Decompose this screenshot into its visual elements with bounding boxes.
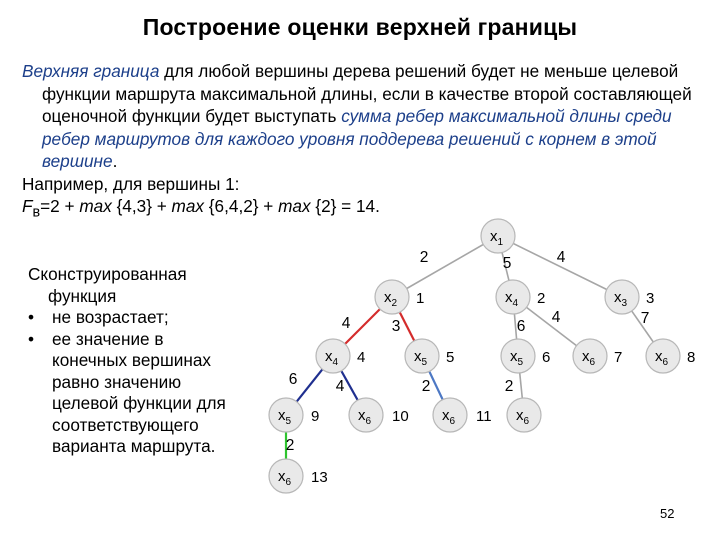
edge-weight-label: 4 [335,378,345,395]
formula-max-1: max [79,196,112,216]
node-label: $x_5$ [278,407,292,427]
tree-node [605,280,654,314]
node-label: $x_6$ [358,407,372,427]
tree-node [316,339,365,373]
node-value: 9 [311,408,320,425]
node-value: 10 [392,408,409,425]
edge-weight-label: 3 [391,318,401,335]
tree-node [269,398,319,432]
property-text: не возрастает; [52,307,169,327]
node-value: 1 [416,290,425,307]
formula-f: F [22,196,33,216]
bullet-icon: • [28,307,35,327]
node-label: $x_6$ [442,407,456,427]
term-upper-bound: Верхняя граница [22,61,160,81]
definition-body: для любой вершины дерева решений будет не меньше целевой функции маршрута максимальной длины, если в качестве второй составляющей оценочной функции будет выступать [42,61,692,126]
bullet-icon: • [28,328,35,349]
edge-weight-label: 5 [502,255,512,272]
node-value: 3 [646,290,655,307]
edge-weight-label: 4 [551,309,561,326]
node-value: 6 [542,349,551,366]
node-value: 11 [476,408,492,425]
tree-node [481,219,515,253]
tree-node [405,339,454,373]
node-value: 4 [357,349,366,366]
formula-max-3: max [278,196,311,216]
tree-nodes [269,219,695,493]
edge-weight-label: 2 [504,378,514,395]
tree-node [573,339,622,373]
properties-heading: Сконструированная функция [28,264,187,306]
tree-node [433,398,492,432]
node-label: $x_5$ [414,348,428,368]
node-label: $x_6$ [516,407,530,427]
tree-node [269,459,328,493]
tree-edge [392,236,498,297]
tree-node [375,280,424,314]
node-value: 7 [614,349,623,366]
example-line: Например, для вершины 1: [22,173,240,194]
formula-eq: =2 + [40,196,80,216]
page-number: 52 [660,506,675,521]
formula-sub: в [32,204,41,221]
node-label: $x_5$ [510,348,524,368]
edge-weight-label: 6 [516,318,526,335]
node-value: 2 [537,290,546,307]
node-label: $x_2$ [384,289,398,309]
node-value: 8 [687,349,696,366]
property-text: ее значение в конечных вершинах равно значению целевой функции для соответствующего варианта маршрута. [52,328,226,456]
edge-weight-label: 7 [640,310,650,327]
tree-node [496,280,545,314]
node-label: $x_3$ [614,289,628,309]
edge-weight-label: 4 [341,315,351,332]
formula-max-2: max [171,196,205,216]
formula-set-3: {2} = 14. [310,196,380,216]
tree-node [501,339,550,373]
edge-weight-label: 4 [556,249,566,266]
definition-end: . [112,151,118,171]
edge-weight-label: 2 [421,378,431,395]
tree-node [646,339,695,373]
edge-weight-label: 2 [285,437,295,454]
formula-set-1: {4,3} + [111,196,172,216]
node-value: 5 [446,349,455,366]
node-label: $x_6$ [278,468,292,488]
edge-weight-label: 6 [288,371,298,388]
definition-highlight: сумма ребер максимальной длины среди ребер маршрутов для каждого уровня поддерева решений с корнем в этой вершине [42,106,672,171]
slide-title: Построение оценки верхней границы [142,14,578,40]
formula-set-2: {6,4,2} + [204,196,279,216]
node-label: $x_1$ [490,228,504,248]
node-label: $x_4$ [505,289,519,309]
node-label: $x_6$ [582,348,596,368]
node-value: 13 [311,469,328,486]
tree-node [507,398,541,432]
tree-node [349,398,409,432]
node-label: $x_6$ [655,348,669,368]
edge-weight-label: 2 [419,249,429,266]
node-label: $x_4$ [325,348,339,368]
